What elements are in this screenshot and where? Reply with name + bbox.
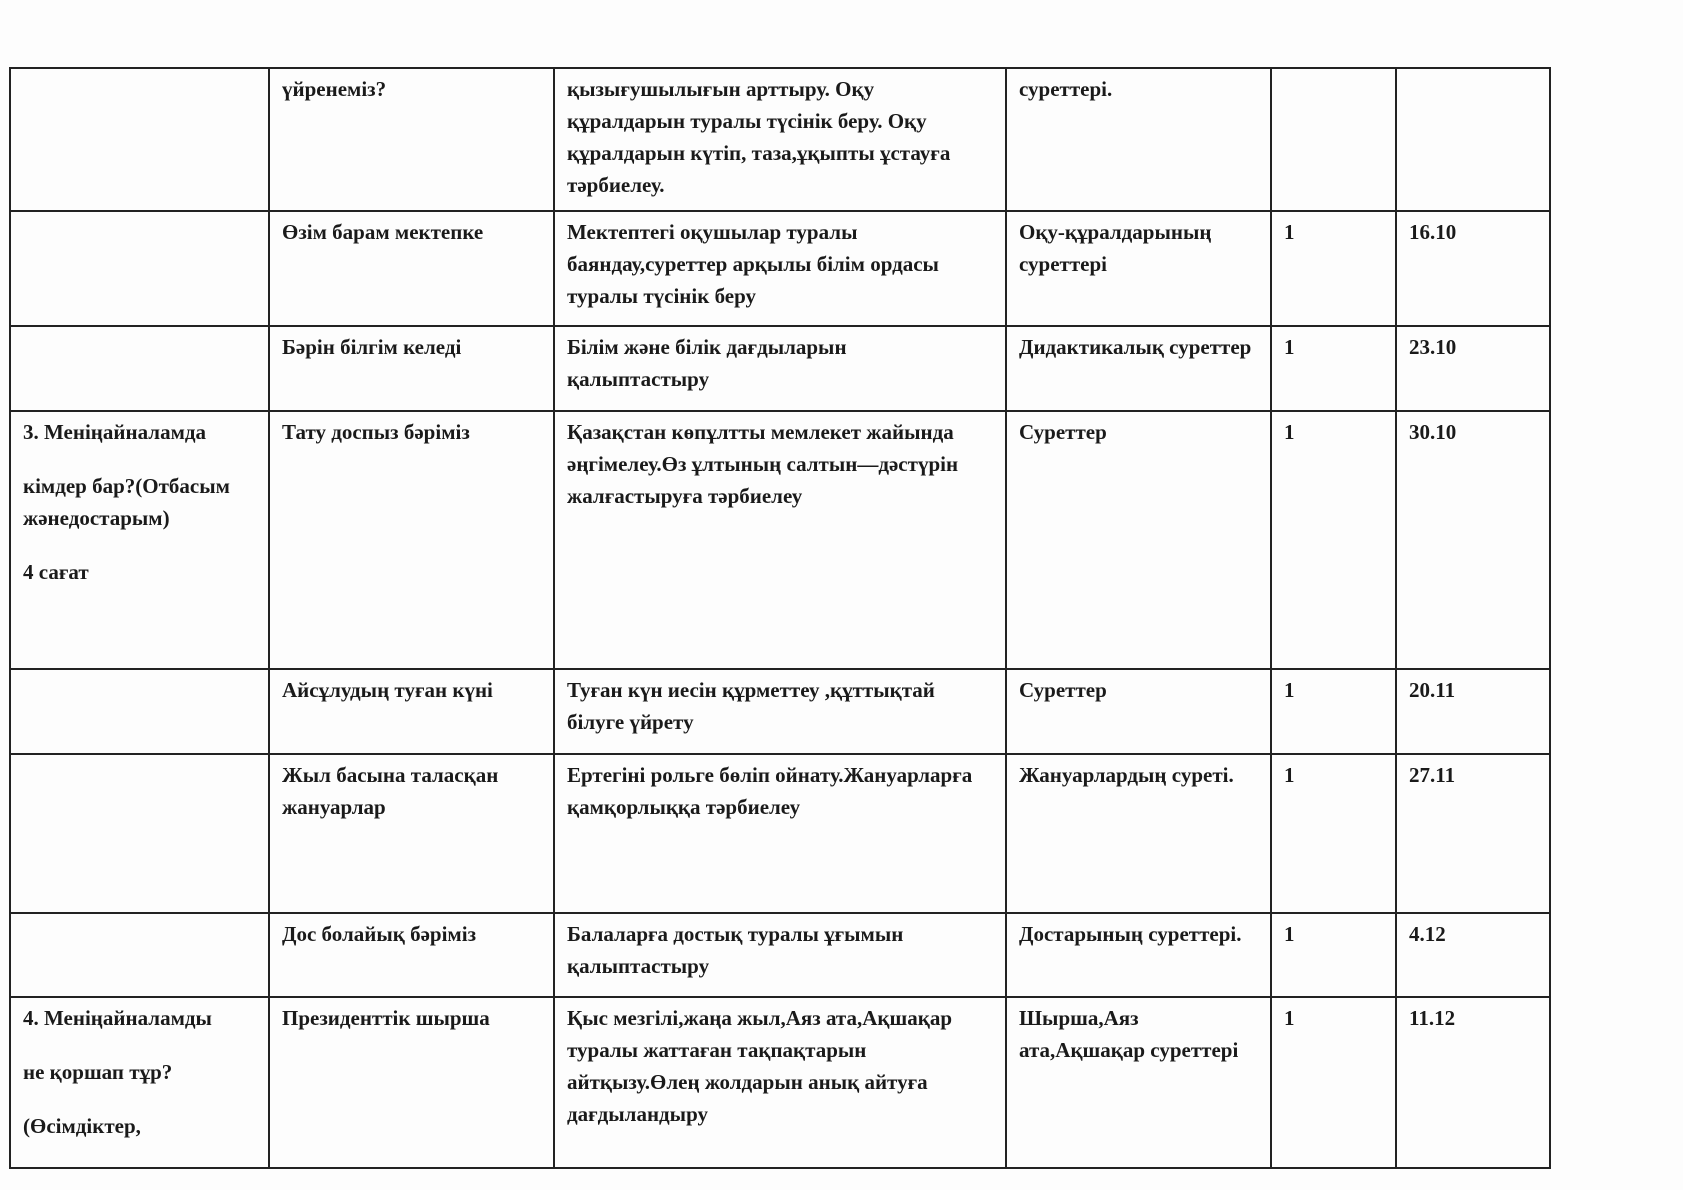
section-cell <box>10 913 269 997</box>
table-row <box>10 669 1550 754</box>
table-row <box>10 754 1550 913</box>
lesson-date: 27.11 <box>1396 754 1550 913</box>
table-row <box>10 68 1550 211</box>
lesson-topic: Президенттік шырша <box>269 997 554 1168</box>
section-cell <box>10 326 269 411</box>
lesson-hours: 1 <box>1271 211 1396 326</box>
section-cell <box>10 411 269 669</box>
lesson-materials: суреттері. <box>1006 68 1271 211</box>
lesson-topic: Дос болайық бәріміз <box>269 913 554 997</box>
lesson-topic: Өзім барам мектепке <box>269 211 554 326</box>
lesson-materials: Оқу-құралдарының суреттері <box>1006 211 1271 326</box>
section-cell <box>10 669 269 754</box>
lesson-goal: Мектептегі оқушылар туралы баяндау,суреттер арқылы білім ордасы туралы түсінік беру <box>554 211 1006 326</box>
section-title: 3. Меніңайналамда <box>23 420 206 444</box>
lesson-topic: Айсұлудың туған күні <box>269 669 554 754</box>
lesson-hours <box>1271 68 1396 211</box>
lesson-goal: Балаларға достық туралы ұғымын қалыптастыру <box>554 913 1006 997</box>
section-cell <box>10 997 269 1168</box>
lesson-materials: Суреттер <box>1006 411 1271 669</box>
lesson-materials: Суреттер <box>1006 669 1271 754</box>
section-title: 4. Меніңайналамды <box>23 1006 212 1030</box>
lesson-plan-table <box>9 67 1551 1169</box>
lesson-topic: үйренеміз? <box>269 68 554 211</box>
lesson-topic: Бәрін білгім келеді <box>269 326 554 411</box>
lesson-goal: Туған күн иесін құрметтеу ,құттықтай білуге үйрету <box>554 669 1006 754</box>
lesson-materials: Шырша,Аяз ата,Ақшақар суреттері <box>1006 997 1271 1168</box>
table-row <box>10 326 1550 411</box>
table-row <box>10 211 1550 326</box>
section-cell <box>10 211 269 326</box>
lesson-goal: Ертегіні рольге бөліп ойнату.Жануарларға қамқорлыққа тәрбиелеу <box>554 754 1006 913</box>
lesson-date: 23.10 <box>1396 326 1550 411</box>
lesson-goal: Білім және білік дағдыларын қалыптастыру <box>554 326 1006 411</box>
lesson-date <box>1396 68 1550 211</box>
section-subtitle: (Өсімдіктер, <box>23 1114 141 1138</box>
section-cell <box>10 754 269 913</box>
lesson-goal: Қазақстан көпұлтты мемлекет жайында әңгімелеу.Өз ұлтының салтын—дәстүрін жалғастыруға тәрбиелеу <box>554 411 1006 669</box>
table-row <box>10 997 1550 1168</box>
section-subtitle: не қоршап тұр? <box>23 1060 173 1084</box>
lesson-topic: Жыл басына таласқан жануарлар <box>269 754 554 913</box>
lesson-date: 30.10 <box>1396 411 1550 669</box>
lesson-topic: Тату доспыз бәріміз <box>269 411 554 669</box>
table-row <box>10 411 1550 669</box>
lesson-hours: 1 <box>1271 669 1396 754</box>
lesson-hours: 1 <box>1271 411 1396 669</box>
section-cell <box>10 68 269 211</box>
lesson-materials: Дидактикалық суреттер <box>1006 326 1271 411</box>
section-hours: 4 сағат <box>23 560 89 584</box>
table-row <box>10 913 1550 997</box>
section-subtitle: кімдер бар?(Отбасым жәнедостарым) <box>23 474 230 530</box>
lesson-materials: Жануарлардың суреті. <box>1006 754 1271 913</box>
lesson-date: 11.12 <box>1396 997 1550 1168</box>
lesson-goal: қызығушылығын арттыру. Оқу құралдарын туралы түсінік беру. Оқу құралдарын күтіп, таза,ұқыпты ұстауға тәрбиелеу. <box>554 68 1006 211</box>
lesson-goal: Қыс мезгілі,жаңа жыл,Аяз ата,Ақшақар туралы жаттаған тақпақтарын айтқызу.Өлең жолдарын анық айтуға дағдыландыру <box>554 997 1006 1168</box>
lesson-materials: Достарының суреттері. <box>1006 913 1271 997</box>
lesson-hours: 1 <box>1271 754 1396 913</box>
lesson-date: 20.11 <box>1396 669 1550 754</box>
lesson-date: 4.12 <box>1396 913 1550 997</box>
lesson-hours: 1 <box>1271 913 1396 997</box>
lesson-hours: 1 <box>1271 326 1396 411</box>
lesson-hours: 1 <box>1271 997 1396 1168</box>
lesson-date: 16.10 <box>1396 211 1550 326</box>
